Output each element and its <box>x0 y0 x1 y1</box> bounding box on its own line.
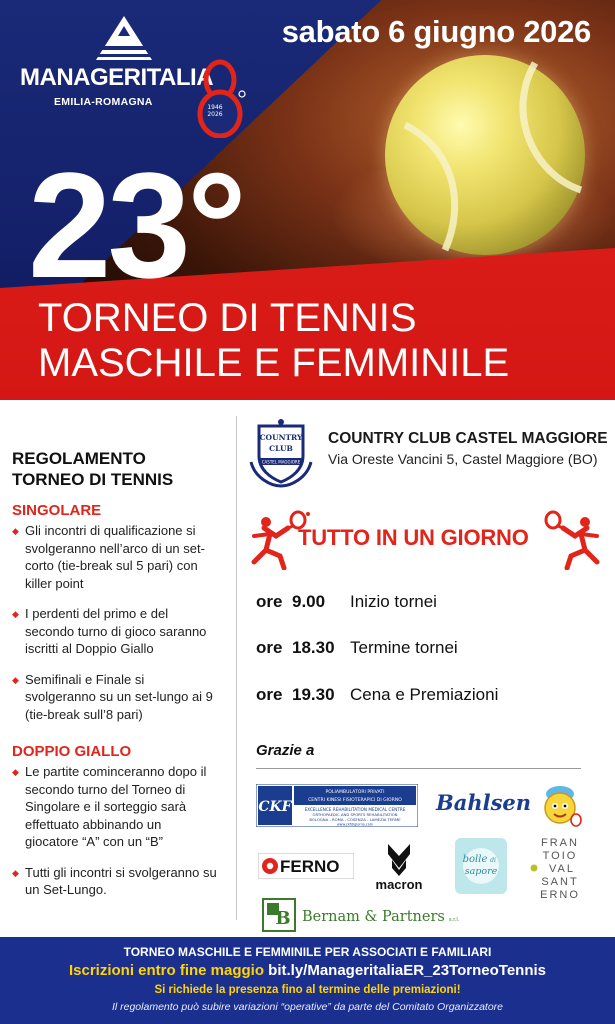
diamond-bullet-icon: ◆ <box>12 526 19 536</box>
rules-column <box>12 448 217 912</box>
rule-item: ◆ Le partite cominceranno dopo il secondo turno del Torneo di Singolare e il sorteggio sarà effettuato abbinando un giocatore “A” con un “B” <box>12 764 207 849</box>
frantoio-val-santerno-sponsor-logo <box>528 835 588 899</box>
diamond-bullet-icon: ◆ <box>12 767 19 777</box>
svg-text:macron: macron <box>375 877 423 892</box>
sponsors-divider <box>256 768 581 769</box>
footer-disclaimer: Il regolamento può subire variazioni “operative” da parte del Comitato Organizzatore <box>111 1001 504 1013</box>
tennis-mascot-sponsor-logo <box>536 780 584 828</box>
column-divider <box>236 416 237 920</box>
svg-text:ERNO: ERNO <box>540 889 580 899</box>
svg-text:EXCELLENCE REHABILITATION MEDI: EXCELLENCE REHABILITATION MEDICAL CENTRE <box>304 807 406 812</box>
schedule-row: ore 9.00 Inizio tornei <box>256 592 437 611</box>
rule-item: ◆ Tutti gli incontri si svolgeranno su un Set-Lungo. <box>12 864 217 897</box>
svg-text:sapore: sapore <box>464 866 498 877</box>
rule-item: ◆ I perdenti del primo e del secondo turno di gioco saranno iscritti al Doppio Giallo <box>12 606 207 656</box>
svg-text:COUNTRY: COUNTRY <box>259 433 303 442</box>
svg-text:bolle: bolle <box>462 854 488 865</box>
manageritalia-logo <box>18 16 248 116</box>
registration-deadline: Iscrizioni entro fine maggio <box>68 962 264 979</box>
diamond-bullet-icon: ◆ <box>12 609 19 619</box>
tournament-title: TORNEO DI TENNIS MASCHILE E FEMMINILE <box>38 296 510 385</box>
bolle-di-sapore-sponsor-logo <box>455 838 507 894</box>
schedule-row: ore 19.30 Cena e Premiazioni <box>256 685 499 704</box>
svg-text:SANT: SANT <box>541 876 579 888</box>
svg-text:CKF: CKF <box>258 799 292 815</box>
schedule-row: ore 18.30 Termine tornei <box>256 638 458 657</box>
rule-item: ◆ Semifinali e Finale si svolgeranno su un set-lungo ai 9 (tie-break sull’8 pari) <box>12 671 213 722</box>
doppio-heading: DOPPIO GIALLO <box>12 743 132 760</box>
registration-link[interactable]: bit.ly/ManageritaliaER_23TorneoTennis <box>268 962 547 979</box>
brand-region: EMILIA-ROMAGNA <box>54 96 153 108</box>
mountain-logo-icon <box>96 16 152 60</box>
event-date: sabato 6 giugno 2026 <box>281 14 591 49</box>
diamond-bullet-icon: ◆ <box>12 867 19 878</box>
svg-text:CENTRI KINESI FISIOTERAPICI DI: CENTRI KINESI FISIOTERAPICI DI GIORNO <box>308 798 402 803</box>
svg-text:ORTHOPAEDIC AND SPORTS REHABIL: ORTHOPAEDIC AND SPORTS REHABILITATION <box>312 812 398 817</box>
bahlsen-sponsor-logo: Bahlsen <box>436 790 532 815</box>
tennis-ball-image <box>385 55 585 255</box>
svg-text:VAL: VAL <box>549 863 575 875</box>
all-day-headline: TUTTO IN UN GIORNO <box>298 525 529 550</box>
diamond-bullet-icon: ◆ <box>12 674 19 685</box>
svg-text:B: B <box>275 908 291 929</box>
svg-text:CLUB: CLUB <box>269 444 293 453</box>
svg-text:CASTEL MAGGIORE: CASTEL MAGGIORE <box>261 459 301 465</box>
footer-attendance-note: Si richiede la presenza fino al termine delle premiazioni! <box>154 984 461 996</box>
svg-text:TOIO: TOIO <box>542 850 578 862</box>
hero-banner <box>0 0 615 400</box>
svg-text:Bernam & Partners: Bernam & Partners <box>302 909 445 925</box>
venue-name: COUNTRY CLUB CASTEL MAGGIORE <box>328 430 608 447</box>
rule-item: ◆ Gli incontri di qualificazione si svolgeranno nell’arco di un set-corto (tie-break sul 5 pari) con killer point <box>12 523 205 591</box>
tennis-player-right-icon <box>541 510 603 570</box>
all-day-banner <box>248 510 603 570</box>
singolare-heading: SINGOLARE <box>12 502 102 519</box>
sponsors-heading: Grazie a <box>256 742 315 759</box>
macron-sponsor-logo <box>370 842 428 892</box>
edition-number: 23° <box>28 141 243 309</box>
svg-text:www.ckfdigiorno.com: www.ckfdigiorno.com <box>336 822 374 827</box>
svg-text:FRAN: FRAN <box>541 837 579 849</box>
venue-block <box>245 418 610 488</box>
svg-text:BOLOGNA - ROMA - COSENZA - LAM: BOLOGNA - ROMA - COSENZA - LAMEZIA TERME <box>309 817 401 822</box>
footer-audience: TORNEO MASCHILE E FEMMINILE PER ASSOCIATI E FAMILIARI <box>123 945 492 959</box>
rules-title: REGOLAMENTO TORNEO DI TENNIS <box>12 449 174 489</box>
footer-bar <box>0 937 615 1024</box>
eighty-anniversary-icon <box>194 58 246 138</box>
svg-text:POLIAMBULATORI PRIVATI: POLIAMBULATORI PRIVATI <box>325 790 385 795</box>
footer-registration <box>0 962 615 979</box>
venue-address: Via Oreste Vancini 5, Castel Maggiore (BO) <box>328 451 598 467</box>
svg-text:s.r.l.: s.r.l. <box>449 917 460 923</box>
svg-text:di: di <box>490 857 496 864</box>
ckf-sponsor-logo <box>256 784 418 827</box>
brand-name: MANAGERITALIA <box>20 64 214 91</box>
ferno-sponsor-logo <box>258 853 354 879</box>
svg-text:FERNO: FERNO <box>280 857 340 876</box>
country-club-badge-icon <box>245 418 317 488</box>
anniversary-years: 1946 2026 <box>207 104 223 118</box>
bernam-partners-sponsor-logo <box>262 898 462 932</box>
